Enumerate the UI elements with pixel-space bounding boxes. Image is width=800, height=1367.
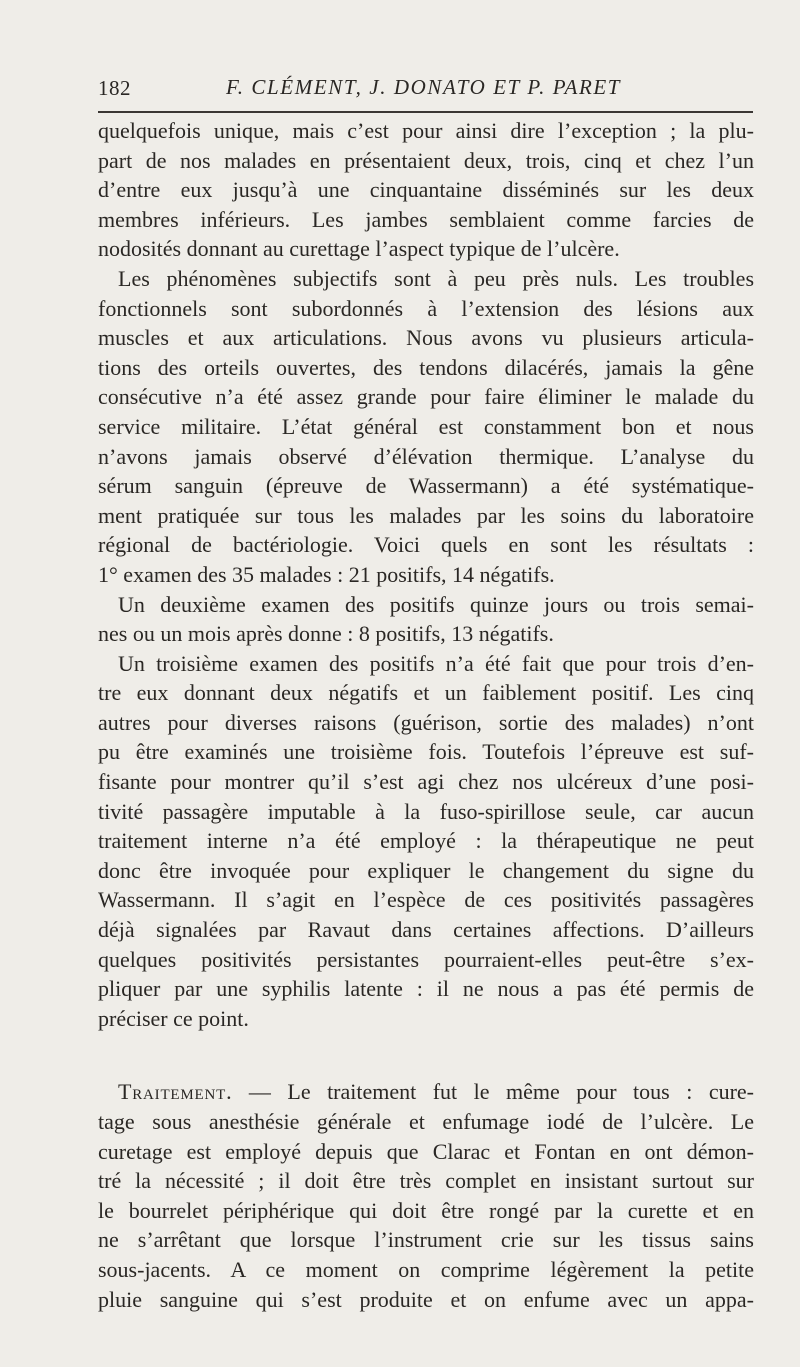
text-line: pliquer par une syphilis latente : il ne nous a pas été permis de (98, 976, 754, 1002)
text-line: nes ou un mois après donne : 8 positifs, 13 négatifs. (98, 621, 554, 647)
text-line: consécutive n’a été assez grande pour faire éliminer le malade du (98, 384, 754, 410)
text-line: ment pratiquée sur tous les malades par les soins du laboratoire (98, 502, 754, 528)
text-line: sous-jacents. A ce moment on comprime légèrement la petite (98, 1256, 754, 1282)
text-line: Wassermann. Il s’agit en l’espèce de ces positivités passagères (98, 887, 754, 913)
text-line: tré la nécessité ; il doit être très complet en insistant surtout sur (98, 1168, 754, 1194)
text-line: membres inférieurs. Les jambes semblaient comme farcies de (98, 206, 754, 232)
text-line: tre eux donnant deux négatifs et un faiblement positif. Les cinq (98, 680, 754, 706)
body-text (98, 116, 754, 1314)
text-line (98, 1077, 754, 1107)
text-line: traitement interne n’a été employé : la thérapeutique ne peut (98, 828, 754, 854)
text-line: préciser ce point. (98, 1005, 249, 1031)
text-line: quelques positivités persistantes pourraient-elles peut-être s’ex- (98, 946, 754, 972)
text-line: quelquefois unique, mais c’est pour ainsi dire l’exception ; la plu- (98, 118, 754, 143)
section-heading: Traitement. (118, 1079, 233, 1105)
text-line: tions des orteils ouvertes, des tendons dilacérés, jamais la gêne (98, 354, 754, 380)
text-line: nodosités donnant au curettage l’aspect typique de l’ulcère. (98, 236, 620, 262)
text-line: part de nos malades en présentaient deux, trois, cinq et chez l’un (98, 147, 754, 173)
text-line: pu être examinés une troisième fois. Toutefois l’épreuve est suf- (98, 739, 754, 765)
section-gap (98, 1033, 754, 1077)
text-line: déjà signalées par Ravaut dans certaines affections. D’ailleurs (98, 917, 754, 943)
paragraph-continuation (98, 116, 754, 264)
text-line: muscles et aux articulations. Nous avons vu plusieurs articula- (98, 325, 754, 351)
text-line: pluie sanguine qui s’est produite et on enfume avec un appa- (98, 1286, 754, 1312)
text-line: Un deuxième examen des positifs quinze jours ou trois semai- (118, 591, 754, 617)
text-line: n’avons jamais observé d’élévation thermique. L’analyse du (98, 443, 754, 469)
text-line: d’entre eux jusqu’à une cinquantaine disséminés sur les deux (98, 177, 754, 203)
page-number: 182 (98, 76, 131, 100)
paragraph-symptoms (98, 264, 754, 590)
text-line: tivité passagère imputable à la fuso-spirillose seule, car aucun (98, 798, 754, 824)
text-line: autres pour diverses raisons (guérison, sortie des malades) n’ont (98, 709, 754, 735)
text-line: tage sous anesthésie générale et enfumage iodé de l’ulcère. Le (98, 1109, 754, 1134)
header-rule (98, 111, 753, 113)
text-line: curetage est employé depuis que Clarac et Fontan en ont démon- (98, 1138, 754, 1164)
running-head: F. CLÉMENT, J. DONATO ET P. PARET (226, 75, 622, 99)
text-line: sérum sanguin (épreuve de Wassermann) a été systématique- (98, 473, 754, 499)
text-line: Un troisième examen des positifs n’a été fait que pour trois d’en- (118, 650, 754, 676)
text-line: le bourrelet périphérique qui doit être rongé par la curette et en (98, 1197, 754, 1223)
text-line: fonctionnels sont subordonnés à l’extension des lésions aux (98, 295, 754, 321)
text-line: donc être invoquée pour expliquer le changement du signe du (98, 857, 754, 883)
paragraph-second-exam (98, 590, 754, 649)
text-line: fisante pour montrer qu’il s’est agi chez nos ulcéreux d’une posi- (98, 769, 754, 795)
text-fragment: — Le traitement fut le même pour tous : cure- (232, 1079, 754, 1105)
text-line: ne s’arrêtant que lorsque l’instrument crie sur les tissus sains (98, 1227, 754, 1253)
paragraph-treatment (98, 1077, 754, 1314)
text-line: 1° examen des 35 malades : 21 positifs, 14 négatifs. (98, 561, 555, 587)
text-line: service militaire. L’état général est constamment bon et nous (98, 413, 754, 439)
text-line: Les phénomènes subjectifs sont à peu près nuls. Les troubles (118, 265, 754, 291)
paragraph-third-exam (98, 649, 754, 1034)
text-line: régional de bactériologie. Voici quels en sont les résultats : (98, 532, 754, 558)
page-header (98, 70, 754, 104)
